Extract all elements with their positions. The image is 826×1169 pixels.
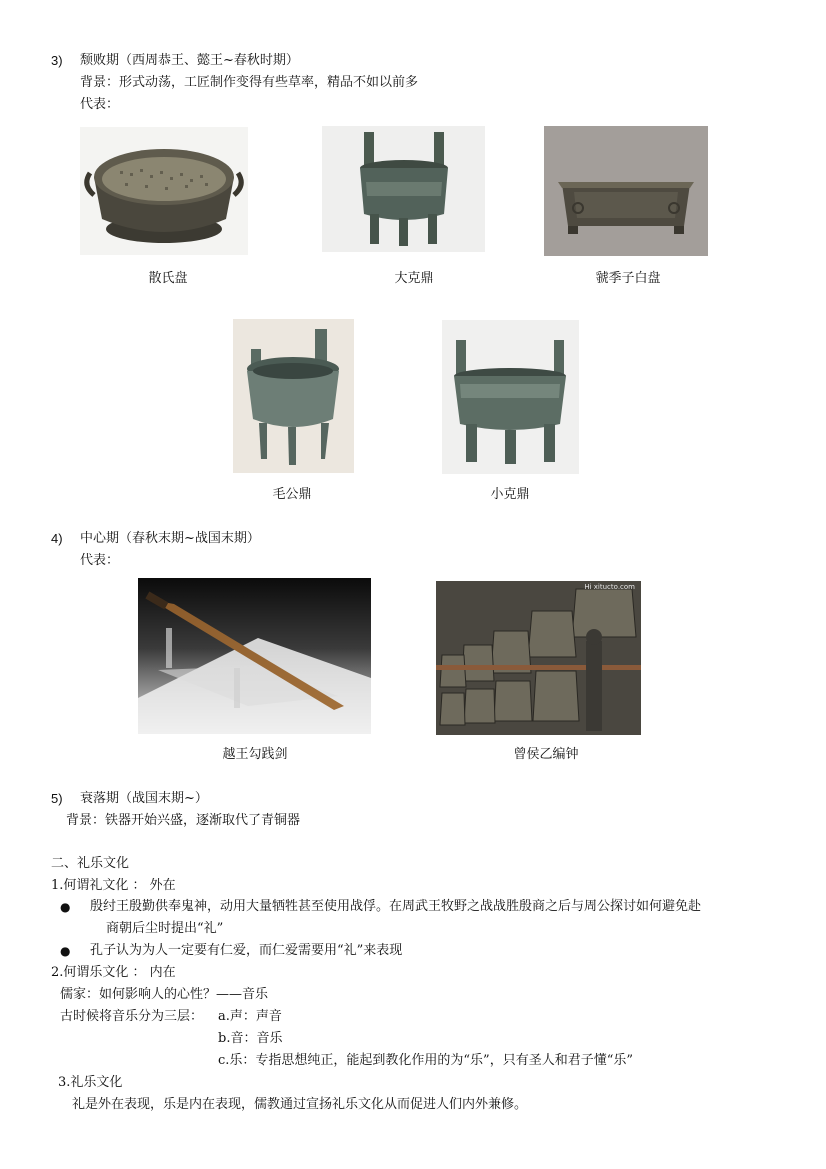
liyue-culture-text: 礼是外在表现，乐是内在表现，儒教通过宣扬礼乐文化从而促进人们内外兼修。 (72, 1097, 528, 1112)
sword-of-goujian-image (138, 578, 371, 734)
yue-layer-c: c.乐：专指思想纯正，能起到教化作用的为“乐”，只有圣人和君子懂“乐” (218, 1053, 633, 1068)
bullet-icon: ● (60, 944, 71, 958)
section-3-background: 背景：形式动荡，工匠制作变得有些草率，精品不如以前多 (80, 75, 419, 90)
section-4-number: 4) (51, 531, 63, 546)
yue-confucian-line: 儒家：如何影响人的心性？——音乐 (60, 987, 269, 1002)
caption-da-ke-ding: 大克鼎 (394, 271, 434, 286)
caption-guo-ji-zi-bai-pan: 虢季子白盘 (595, 271, 661, 286)
li-bullet-2: 孔子认为为人一定要有仁爱，而仁爱需要用“礼”来表现 (90, 943, 403, 958)
mao-gong-ding-image (233, 319, 354, 473)
section-3-representatives-label: 代表： (80, 97, 120, 112)
li-bullet-1-line-2: 商朝后尘时提出“礼” (106, 921, 224, 936)
bianzhong-bells-image (436, 581, 641, 735)
caption-xiao-ke-ding: 小克鼎 (490, 487, 530, 502)
section-3-number: 3) (51, 53, 63, 68)
li-culture-title: 1.何谓礼文化 ： 外在 (51, 878, 176, 893)
san-shi-pan-image (80, 127, 248, 255)
guo-ji-zi-bai-pan-image (544, 126, 708, 256)
part-2-title: 二、礼乐文化 (51, 856, 130, 871)
section-4-representatives-label: 代表： (80, 553, 120, 568)
caption-san-shi-pan: 散氏盘 (148, 271, 188, 286)
caption-bianzhong: 曾侯乙编钟 (513, 747, 579, 762)
liyue-culture-title: 3.礼乐文化 (58, 1075, 123, 1090)
yue-ancient-label: 古时候将音乐分为三层： (60, 1009, 204, 1024)
li-bullet-1-line-1: 殷纣王殷勤供奉鬼神，动用大量牺牲甚至使用战俘。在周武王牧野之战战胜殷商之后与周公探讨如何避免赴 (90, 899, 702, 914)
image-watermark: Hi xitucto.com (584, 583, 635, 591)
section-5-heading: 衰落期（战国末期~） (80, 791, 208, 806)
da-ke-ding-image (322, 126, 485, 252)
bullet-icon: ● (60, 900, 71, 914)
caption-sword-of-goujian: 越王勾践剑 (222, 747, 288, 762)
section-4-heading: 中心期（春秋末期~战国末期） (80, 531, 260, 546)
section-5-number: 5) (51, 791, 63, 806)
caption-mao-gong-ding: 毛公鼎 (272, 487, 312, 502)
yue-layer-a: a.声：声音 (218, 1009, 282, 1024)
yue-layer-b: b.音：音乐 (218, 1031, 283, 1046)
xiao-ke-ding-image (442, 320, 579, 474)
yue-culture-title: 2.何谓乐文化 ： 内在 (51, 965, 176, 980)
section-5-background: 背景：铁器开始兴盛，逐渐取代了青铜器 (66, 813, 301, 828)
section-3-heading: 颓败期（西周恭王、懿王~春秋时期） (80, 53, 299, 68)
